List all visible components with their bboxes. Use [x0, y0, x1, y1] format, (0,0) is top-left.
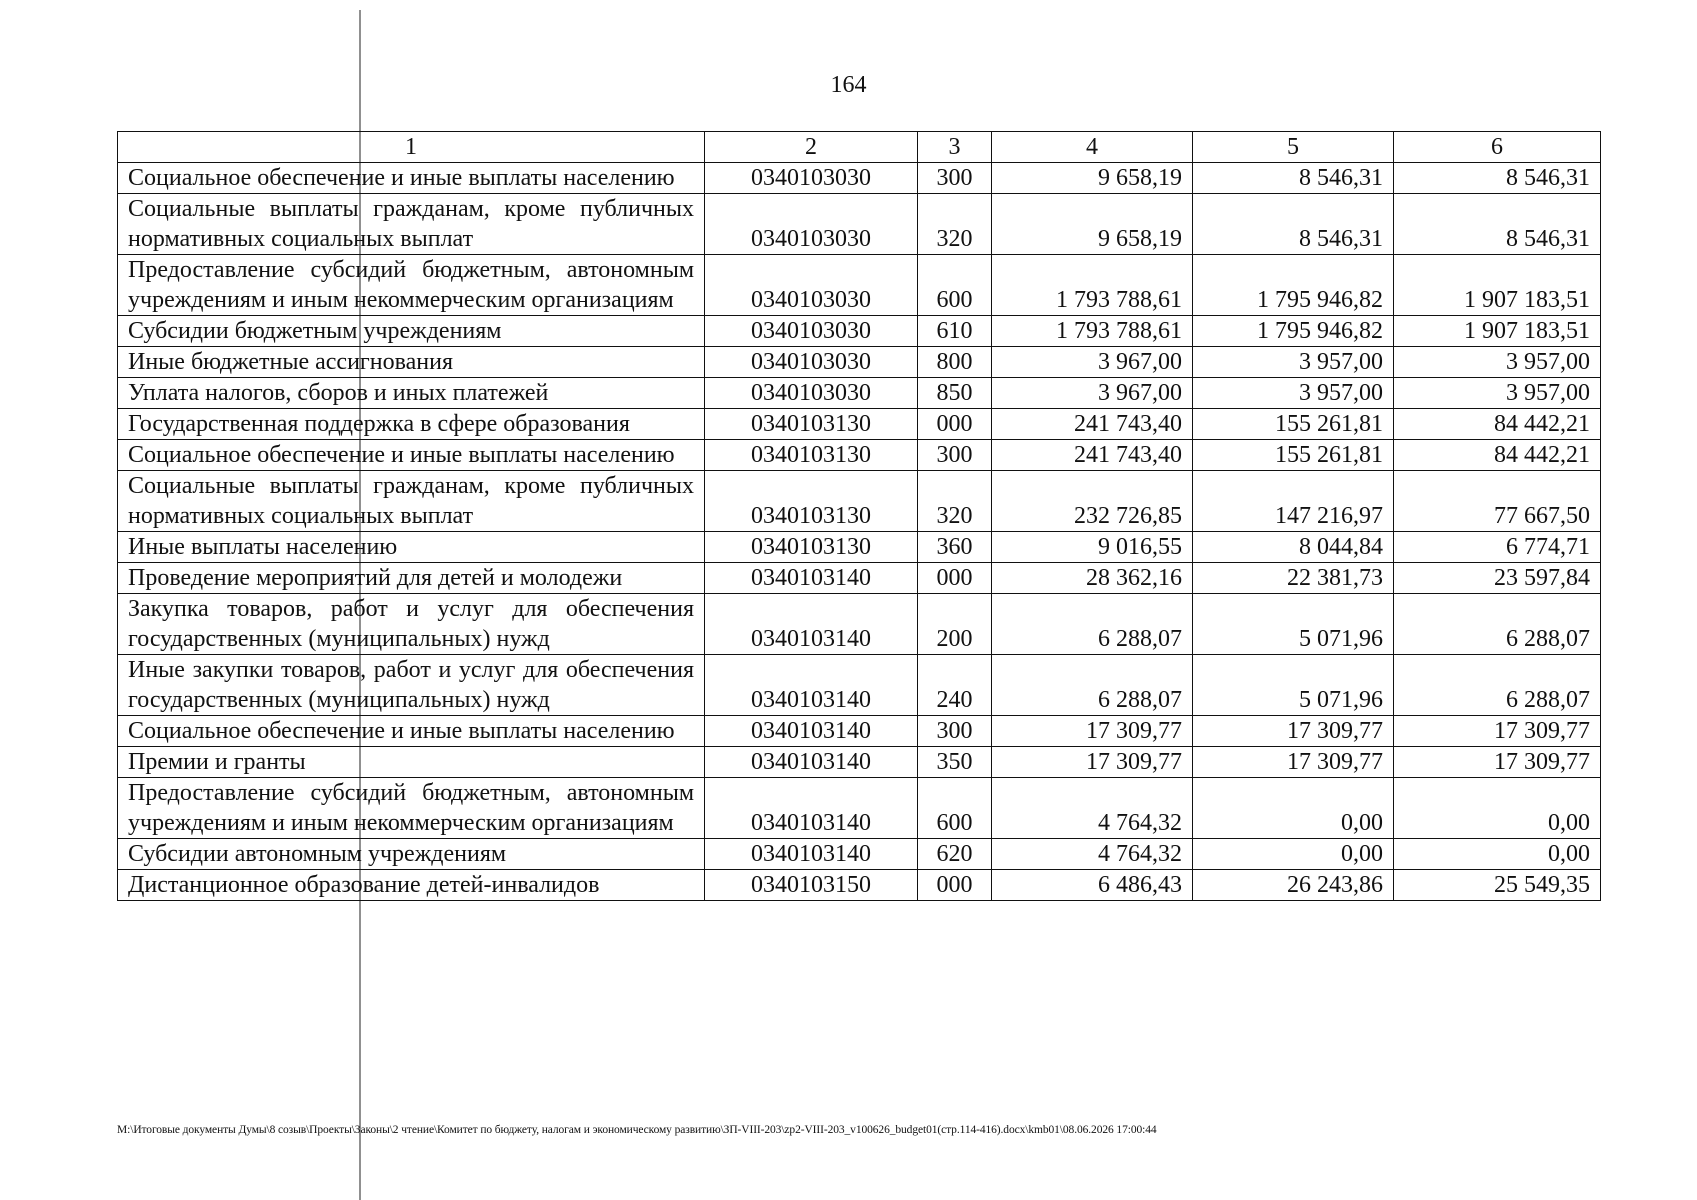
- row-name-cell: Закупка товаров, работ и услуг для обеспечения государственных (муниципальных) нужд: [118, 594, 705, 655]
- column-header: 6: [1394, 132, 1601, 163]
- table-row: [118, 378, 1601, 409]
- amount-year-1-cell: 28 362,16: [992, 563, 1193, 594]
- amount-year-3-cell: 3 957,00: [1394, 347, 1601, 378]
- amount-year-2-cell: 155 261,81: [1193, 440, 1394, 471]
- amount-year-1-cell: 3 967,00: [992, 347, 1193, 378]
- row-name-cell: Предоставление субсидий бюджетным, автономным учреждениям и иным некоммерческим организациям: [118, 255, 705, 316]
- amount-year-2-cell: 22 381,73: [1193, 563, 1394, 594]
- amount-year-3-cell: 84 442,21: [1394, 409, 1601, 440]
- amount-year-3-cell: 17 309,77: [1394, 747, 1601, 778]
- column-header: 2: [705, 132, 918, 163]
- row-name-cell: Социальные выплаты гражданам, кроме публичных нормативных социальных выплат: [118, 471, 705, 532]
- row-name-cell: Уплата налогов, сборов и иных платежей: [118, 378, 705, 409]
- table-row: [118, 563, 1601, 594]
- amount-year-3-cell: 84 442,21: [1394, 440, 1601, 471]
- table-row: [118, 255, 1601, 316]
- amount-year-3-cell: 6 288,07: [1394, 655, 1601, 716]
- table-row: [118, 594, 1601, 655]
- amount-year-1-cell: 3 967,00: [992, 378, 1193, 409]
- amount-year-3-cell: 6 288,07: [1394, 594, 1601, 655]
- expense-type-cell: 360: [918, 532, 992, 563]
- amount-year-2-cell: 147 216,97: [1193, 471, 1394, 532]
- table-row: [118, 655, 1601, 716]
- row-name-cell: Дистанционное образование детей-инвалидов: [118, 870, 705, 901]
- table-row: [118, 870, 1601, 901]
- expense-type-cell: 320: [918, 194, 992, 255]
- footer-file-path: M:\Итоговые документы Думы\8 созыв\Проекты\Законы\2 чтение\Комитет по бюджету, налогам и экономическому развитию\ЗП-VIII-203\zp2-VIII-203_v100626_budget01(стр.114-416).docx\kmb01\08.06.2026 17:00:44: [117, 1124, 1157, 1136]
- expense-type-cell: 350: [918, 747, 992, 778]
- row-name-cell: Социальные выплаты гражданам, кроме публичных нормативных социальных выплат: [118, 194, 705, 255]
- amount-year-2-cell: 26 243,86: [1193, 870, 1394, 901]
- table-row: [118, 316, 1601, 347]
- amount-year-1-cell: 241 743,40: [992, 440, 1193, 471]
- amount-year-2-cell: 8 546,31: [1193, 194, 1394, 255]
- row-name-cell: Субсидии автономным учреждениям: [118, 839, 705, 870]
- table-row: [118, 532, 1601, 563]
- target-code-cell: 0340103130: [705, 409, 918, 440]
- row-name-cell: Иные бюджетные ассигнования: [118, 347, 705, 378]
- amount-year-2-cell: 1 795 946,82: [1193, 255, 1394, 316]
- expense-type-cell: 800: [918, 347, 992, 378]
- amount-year-2-cell: 8 546,31: [1193, 163, 1394, 194]
- expense-type-cell: 320: [918, 471, 992, 532]
- table-row: [118, 839, 1601, 870]
- table-row: [118, 440, 1601, 471]
- amount-year-3-cell: 77 667,50: [1394, 471, 1601, 532]
- amount-year-1-cell: 4 764,32: [992, 839, 1193, 870]
- amount-year-3-cell: 0,00: [1394, 839, 1601, 870]
- expense-type-cell: 000: [918, 563, 992, 594]
- column-header: 4: [992, 132, 1193, 163]
- amount-year-1-cell: 1 793 788,61: [992, 255, 1193, 316]
- budget-table: [117, 131, 1601, 901]
- row-name-cell: Иные выплаты населению: [118, 532, 705, 563]
- expense-type-cell: 000: [918, 870, 992, 901]
- target-code-cell: 0340103130: [705, 471, 918, 532]
- amount-year-2-cell: 3 957,00: [1193, 378, 1394, 409]
- expense-type-cell: 300: [918, 716, 992, 747]
- amount-year-3-cell: 1 907 183,51: [1394, 255, 1601, 316]
- target-code-cell: 0340103140: [705, 747, 918, 778]
- page-number: 164: [830, 72, 867, 98]
- amount-year-3-cell: 25 549,35: [1394, 870, 1601, 901]
- expense-type-cell: 610: [918, 316, 992, 347]
- target-code-cell: 0340103030: [705, 347, 918, 378]
- amount-year-3-cell: 3 957,00: [1394, 378, 1601, 409]
- target-code-cell: 0340103130: [705, 440, 918, 471]
- table-row: [118, 778, 1601, 839]
- row-name-cell: Государственная поддержка в сфере образования: [118, 409, 705, 440]
- table-row: [118, 163, 1601, 194]
- column-header: 1: [118, 132, 705, 163]
- table-row: [118, 716, 1601, 747]
- amount-year-3-cell: 0,00: [1394, 778, 1601, 839]
- amount-year-3-cell: 17 309,77: [1394, 716, 1601, 747]
- amount-year-1-cell: 9 658,19: [992, 163, 1193, 194]
- amount-year-2-cell: 1 795 946,82: [1193, 316, 1394, 347]
- target-code-cell: 0340103140: [705, 563, 918, 594]
- amount-year-1-cell: 9 016,55: [992, 532, 1193, 563]
- amount-year-1-cell: 17 309,77: [992, 747, 1193, 778]
- amount-year-2-cell: 0,00: [1193, 778, 1394, 839]
- expense-type-cell: 300: [918, 440, 992, 471]
- table-body: [118, 163, 1601, 901]
- table-row: [118, 347, 1601, 378]
- target-code-cell: 0340103150: [705, 870, 918, 901]
- target-code-cell: 0340103140: [705, 655, 918, 716]
- expense-type-cell: 200: [918, 594, 992, 655]
- amount-year-2-cell: 17 309,77: [1193, 716, 1394, 747]
- target-code-cell: 0340103140: [705, 839, 918, 870]
- amount-year-3-cell: 8 546,31: [1394, 194, 1601, 255]
- amount-year-2-cell: 155 261,81: [1193, 409, 1394, 440]
- amount-year-3-cell: 1 907 183,51: [1394, 316, 1601, 347]
- amount-year-3-cell: 23 597,84: [1394, 563, 1601, 594]
- expense-type-cell: 240: [918, 655, 992, 716]
- row-name-cell: Проведение мероприятий для детей и молодежи: [118, 563, 705, 594]
- expense-type-cell: 000: [918, 409, 992, 440]
- amount-year-1-cell: 9 658,19: [992, 194, 1193, 255]
- expense-type-cell: 300: [918, 163, 992, 194]
- table-row: [118, 747, 1601, 778]
- amount-year-1-cell: 6 288,07: [992, 655, 1193, 716]
- table-row: [118, 409, 1601, 440]
- expense-type-cell: 850: [918, 378, 992, 409]
- amount-year-2-cell: 0,00: [1193, 839, 1394, 870]
- amount-year-2-cell: 5 071,96: [1193, 655, 1394, 716]
- amount-year-1-cell: 4 764,32: [992, 778, 1193, 839]
- target-code-cell: 0340103030: [705, 255, 918, 316]
- target-code-cell: 0340103030: [705, 316, 918, 347]
- amount-year-1-cell: 17 309,77: [992, 716, 1193, 747]
- amount-year-1-cell: 1 793 788,61: [992, 316, 1193, 347]
- expense-type-cell: 600: [918, 778, 992, 839]
- table-header-row: [118, 132, 1601, 163]
- amount-year-2-cell: 17 309,77: [1193, 747, 1394, 778]
- amount-year-2-cell: 8 044,84: [1193, 532, 1394, 563]
- target-code-cell: 0340103030: [705, 163, 918, 194]
- amount-year-1-cell: 6 486,43: [992, 870, 1193, 901]
- amount-year-3-cell: 8 546,31: [1394, 163, 1601, 194]
- amount-year-2-cell: 3 957,00: [1193, 347, 1394, 378]
- expense-type-cell: 620: [918, 839, 992, 870]
- amount-year-3-cell: 6 774,71: [1394, 532, 1601, 563]
- target-code-cell: 0340103030: [705, 194, 918, 255]
- row-name-cell: Субсидии бюджетным учреждениям: [118, 316, 705, 347]
- amount-year-2-cell: 5 071,96: [1193, 594, 1394, 655]
- target-code-cell: 0340103030: [705, 378, 918, 409]
- target-code-cell: 0340103140: [705, 778, 918, 839]
- row-name-cell: Социальное обеспечение и иные выплаты населению: [118, 716, 705, 747]
- row-name-cell: Иные закупки товаров, работ и услуг для обеспечения государственных (муниципальных) нужд: [118, 655, 705, 716]
- target-code-cell: 0340103140: [705, 594, 918, 655]
- amount-year-1-cell: 232 726,85: [992, 471, 1193, 532]
- table-row: [118, 471, 1601, 532]
- target-code-cell: 0340103130: [705, 532, 918, 563]
- row-name-cell: Предоставление субсидий бюджетным, автономным учреждениям и иным некоммерческим организациям: [118, 778, 705, 839]
- table-row: [118, 194, 1601, 255]
- column-header: 5: [1193, 132, 1394, 163]
- column-header: 3: [918, 132, 992, 163]
- row-name-cell: Социальное обеспечение и иные выплаты населению: [118, 163, 705, 194]
- row-name-cell: Премии и гранты: [118, 747, 705, 778]
- row-name-cell: Социальное обеспечение и иные выплаты населению: [118, 440, 705, 471]
- amount-year-1-cell: 6 288,07: [992, 594, 1193, 655]
- amount-year-1-cell: 241 743,40: [992, 409, 1193, 440]
- expense-type-cell: 600: [918, 255, 992, 316]
- target-code-cell: 0340103140: [705, 716, 918, 747]
